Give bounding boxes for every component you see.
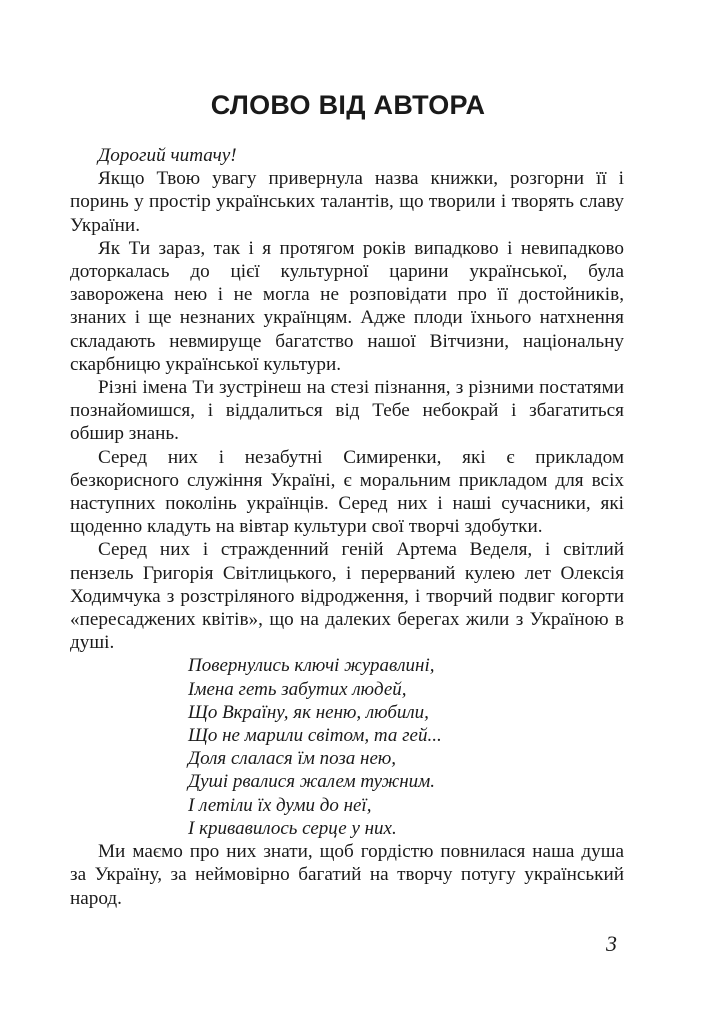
page-title: СЛОВО ВІД АВТОРА — [210, 90, 486, 120]
poem-line: Що Вкраїну, як неню, любили, — [188, 701, 429, 723]
poem-line: Доля слалася їм поза нею, — [188, 748, 397, 770]
greeting: Дорогий читачу! — [98, 145, 237, 166]
paragraph: Різні імена Ти зустрінеш на стезі пізнання, з різними постатями познайомишся, і віддалиться від Тебе небокрай і збагатиться обшир знань. — [70, 377, 624, 445]
poem-line: Душі рвалися жалем тужним. — [188, 771, 436, 793]
page-number: 3 — [606, 931, 617, 956]
paragraph-final: Ми маємо про них знати, щоб гордістю повнилася наша душа за Україну, за неймовірно багатий на творчу потугу український народ. — [70, 841, 624, 909]
paragraph: Як Ти зараз, так і я протягом років випадково і невипадково доторкалась до цієї культурної царини української, була заворожена нею і не могла не розповідати про її достойників, знаних і ще незнаних українцям. Адже плоди їхнього натхнення складають невмируще багатство нашої Вітчизни, національну скарбницю української культури. — [70, 237, 624, 375]
poem-line: Імена геть забутих людей, — [188, 678, 407, 700]
paragraph: Якщо Твою увагу привернула назва книжки, розгорни її і поринь у простір українських талантів, що творили і творять славу України. — [70, 168, 624, 236]
paragraph: Серед них і стражденний геній Артема Веделя, і світлий пензель Григорія Світлицького, і перерваний кулею лет Олексія Ходимчука з розстріляного відродження, і творчий подвиг когорти «пересаджених квітів», що на далеких берегах жили з Україною в душі. — [70, 539, 624, 654]
poem-line: Повернулись ключі журавлині, — [188, 655, 435, 677]
poem-line: Що не марили світом, та гей... — [188, 725, 442, 747]
poem-line: І кривавилось серце у них. — [188, 817, 397, 839]
poem-line: І летіли їх думи до неї, — [188, 794, 372, 816]
body-text — [70, 144, 624, 910]
poem — [188, 654, 624, 840]
paragraph: Серед них і незабутні Симиренки, які є прикладом безкорисного служіння Україні, є моральним прикладом для всіх наступних поколінь українців. Серед них і наші сучасники, які щоденно кладуть на вівтар культури свої творчі здобутки. — [70, 446, 624, 538]
